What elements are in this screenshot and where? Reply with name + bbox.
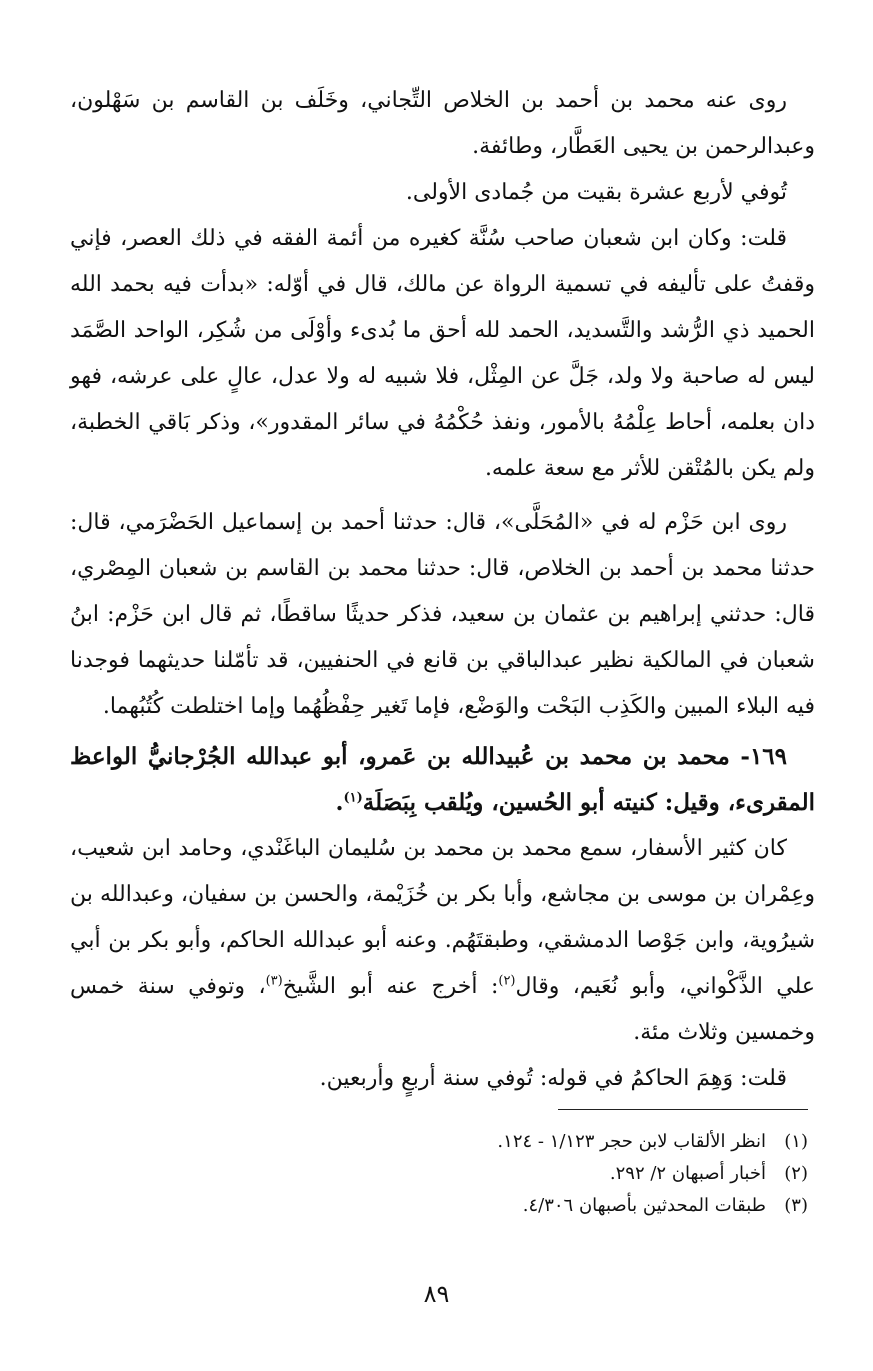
paragraph-narrators: روى عنه محمد بن أحمد بن الخلاص التِّجاني، وخَلَف بن القاسم بن سَهْلون، وعبدالرحمن بن يحيى العَطَّار، وطائفة. bbox=[70, 88, 815, 159]
biography-text-a: كان كثير الأسفار، سمع محمد بن محمد بن سُليمان الباغَنْدي، وحامد ابن شعيب، وعِمْران بن موسى بن مجاشع، وأبا بكر بن خُزَيْمة، والحسن بن سفيان، وعبدالله بن شيرُوية، وابن جَوْصا الدمشقي، وطبقتَهُم. وعنه أبو عبدالله الحاكم، وأبو بكر بن أبي علي الذَّكْواني، وأبو نُعَيم، وقال bbox=[70, 836, 816, 999]
footnote-text: أخبار أصبهان ٢/ ٢٩٢. bbox=[609, 1163, 766, 1184]
biography-text-b: : أخرج عنه أبو الشَّيخ bbox=[282, 974, 499, 999]
paragraph-correction: قلت: وَهِمَ الحاكمُ في قوله: تُوفي سنة أربعٍ وأربعين. bbox=[319, 1066, 787, 1091]
footnote-ref-2: (٢) bbox=[498, 973, 516, 989]
biography-text-c: ، وتوفي سنة خمس وخمسين وثلاث مئة. bbox=[70, 974, 815, 1045]
paragraph-ibn-shaban: قلت: وكان ابن شعبان صاحب سُنَّة كغيره من أئمة الفقه في ذلك العصر، فإني وقفتُ على تأليفه في تسمية الرواة عن مالك، قال في أوّله: «بدأت فيه بحمد الله الحميد ذي الرُّشد والتَّسديد، الحمد لله أحق ما بُدىء وأوْلَى من شُكِر، الواحد الصَّمَد ليس له صاحبة ولا ولد، جَلَّ عن المِثْل، فلا شبيه له ولا عدل، عالٍ على عرشه، فهو دان بعلمه، أحاط عِلْمُهُ بالأمور، ونفذ حُكْمُهُ في سائر المقدور»، وذكر بَاقي الخطبة، ولم يكن بالمُتْقن للأثر مع سعة علمه. bbox=[70, 226, 815, 481]
footnote-divider bbox=[558, 1109, 808, 1110]
footnote-ref-3: (٣) bbox=[265, 973, 283, 989]
footnote-text: انظر الألقاب لابن حجر ١/١٢٣ - ١٢٤. bbox=[497, 1131, 766, 1152]
footnote-2 bbox=[63, 1158, 808, 1190]
entry-heading bbox=[70, 734, 815, 826]
main-text bbox=[70, 78, 815, 1102]
footnote-ref-1: (١) bbox=[343, 790, 363, 806]
entry-heading-text: ١٦٩- محمد بن محمد بن عُبيدالله بن عَمرو، أبو عبدالله الجُرْجانيُّ الواعظ المقرىء، وقيل: كنيته أبو الحُسين، ويُلقب بِبَصَلَة bbox=[70, 743, 815, 816]
footnote-3 bbox=[63, 1190, 808, 1222]
footnotes bbox=[63, 1126, 808, 1222]
footnote-number: (٣) bbox=[784, 1195, 808, 1216]
footnote-text: طبقات المحدثين بأصبهان ٤/٣٠٦. bbox=[522, 1195, 766, 1216]
paragraph-biography bbox=[70, 826, 815, 1056]
footnote-1 bbox=[63, 1126, 808, 1158]
footnote-number: (١) bbox=[784, 1131, 808, 1152]
paragraph-ibn-hazm: روى ابن حَزْم له في «المُحَلَّى»، قال: حدثنا أحمد بن إسماعيل الحَضْرَمي، قال: حدثنا محمد بن أحمد بن الخلاص، قال: حدثنا محمد بن القاسم بن شعبان المِصْري، قال: حدثني إبراهيم بن عثمان بن سعيد، فذكر حديثًا ساقطًا، ثم قال ابن حَزْم: ابنُ شعبان في المالكية نظير عبدالباقي بن قانع في الحنفيين، قد تأمّلنا حديثهما فوجدنا فيه البلاء المبين والكَذِب البَحْت والوَضْع، فإما تَغير حِفْظُهُما وإما اختلطت كُتُبُهما. bbox=[70, 510, 815, 719]
page-number: ٨٩ bbox=[423, 1280, 450, 1308]
entry-heading-end: . bbox=[335, 789, 344, 816]
paragraph-death-date: تُوفي لأربع عشرة بقيت من جُمادى الأولى. bbox=[405, 180, 787, 205]
footnote-number: (٢) bbox=[784, 1163, 808, 1184]
